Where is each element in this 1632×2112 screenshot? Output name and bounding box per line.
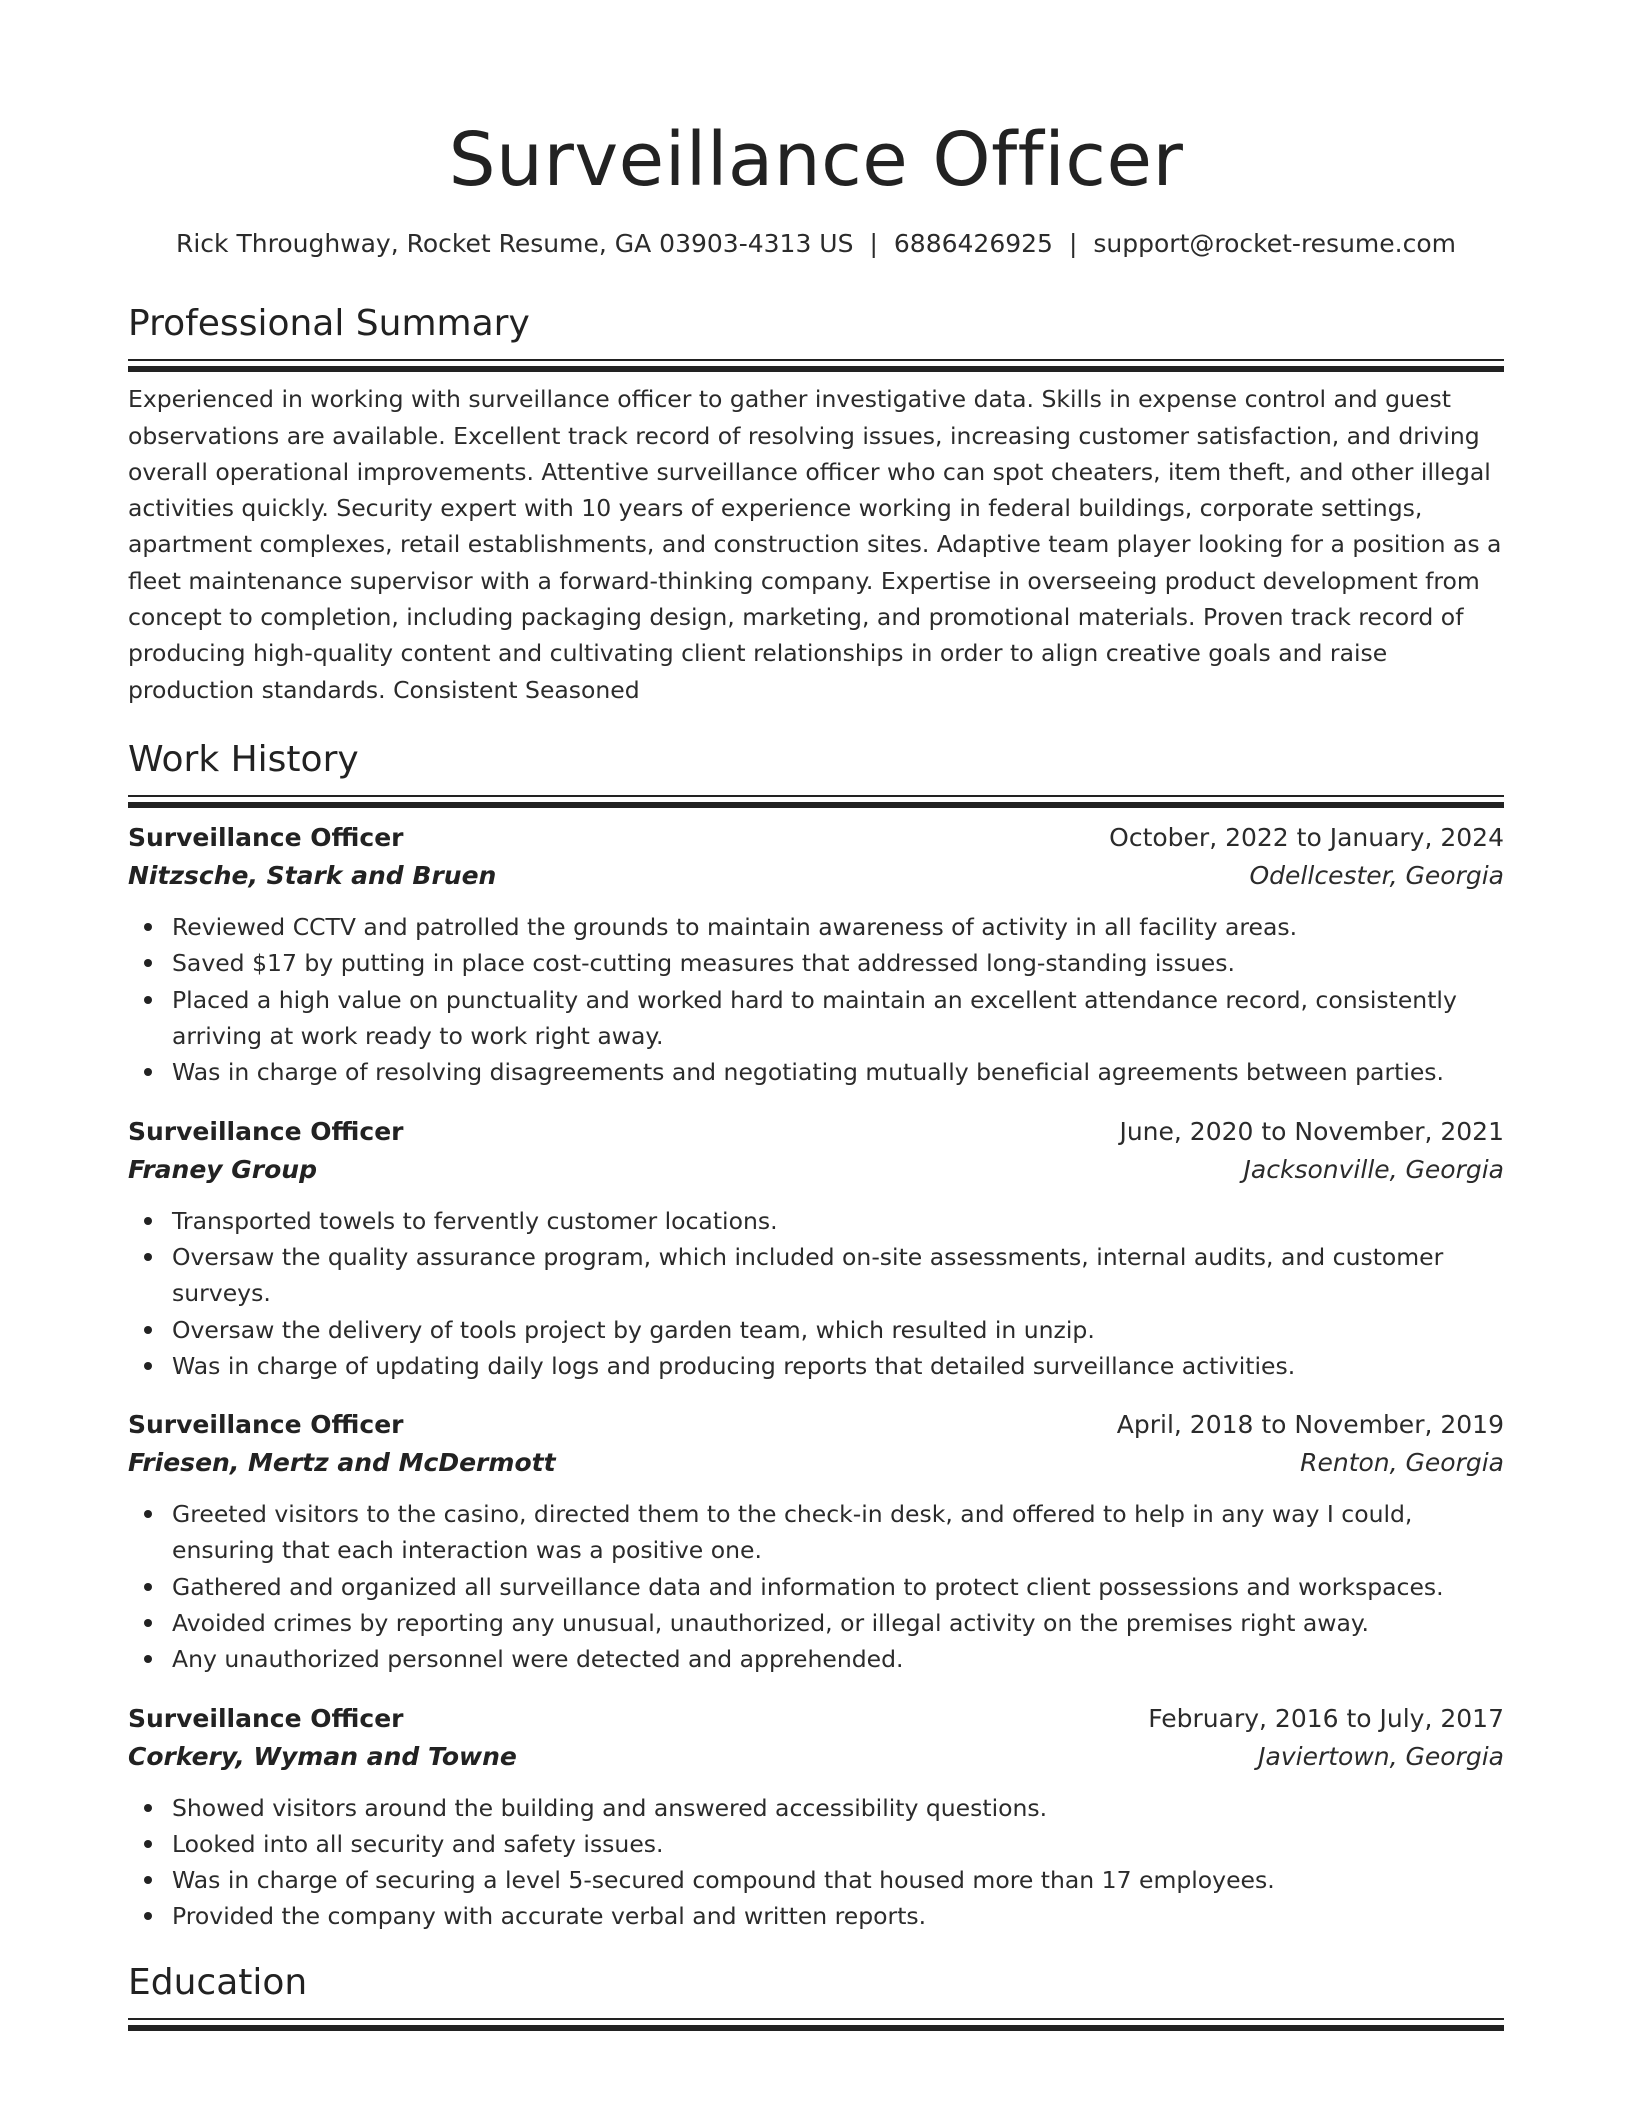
job-title: Surveillance Officer: [128, 1703, 404, 1733]
job-dates: February, 2016 to July, 2017: [1148, 1703, 1504, 1733]
job-bullet: Avoided crimes by reporting any unusual, unauthorized, or illegal activity on the premises right away.: [172, 1605, 1504, 1641]
section-divider: [128, 2018, 1504, 2020]
job-bullet: Was in charge of securing a level 5-secured compound that housed more than 17 employees.: [172, 1862, 1504, 1898]
job-location: Renton, Georgia: [1300, 1448, 1504, 1478]
job-location: Odellcester, Georgia: [1249, 861, 1504, 891]
job-bullet: Showed visitors around the building and answered accessibility questions.: [172, 1790, 1504, 1826]
job-dates: April, 2018 to November, 2019: [1116, 1410, 1504, 1440]
section-title-work-history: Work History: [128, 738, 359, 780]
contact-phone: 6886426925: [893, 229, 1053, 259]
contact-email: support@rocket-resume.com: [1093, 229, 1457, 259]
job-header-row: [128, 1113, 1504, 1151]
professional-summary-section: [128, 302, 1504, 708]
job-entry: [128, 1406, 1504, 1677]
job-company: Franey Group: [128, 1154, 318, 1184]
job-company: Corkery, Wyman and Towne: [128, 1741, 517, 1771]
job-location: Javiertown, Georgia: [1258, 1741, 1504, 1771]
section-title-summary: Professional Summary: [128, 303, 530, 345]
job-bullet: Greeted visitors to the casino, directed them to the check-in desk, and offered to help in any way I could, ensuring that each interaction was a positive one.: [172, 1496, 1504, 1569]
resume-title: Surveillance Officer: [448, 117, 1184, 203]
job-location: Jacksonville, Georgia: [1243, 1154, 1504, 1184]
job-bullet: Saved $17 by putting in place cost-cutting measures that addressed long-standing issues.: [172, 945, 1504, 981]
job-company-row: [128, 857, 1504, 895]
job-bullet: Any unauthorized personnel were detected and apprehended.: [172, 1641, 1504, 1677]
job-bullet-list: [128, 1790, 1504, 1935]
job-bullet: Gathered and organized all surveillance data and information to protect client possessions and workspaces.: [172, 1569, 1504, 1605]
job-bullet-list: [128, 1496, 1504, 1677]
contact-separator: |: [1068, 229, 1078, 259]
job-entry: [128, 819, 1504, 1090]
job-bullet: Was in charge of resolving disagreements and negotiating mutually beneficial agreements between parties.: [172, 1054, 1504, 1090]
job-title: Surveillance Officer: [128, 823, 404, 853]
section-title-education: Education: [128, 1961, 308, 2003]
job-bullet: Oversaw the delivery of tools project by garden team, which resulted in unzip.: [172, 1312, 1504, 1348]
job-bullet: Oversaw the quality assurance program, which included on-site assessments, internal audits, and customer surveys.: [172, 1239, 1504, 1312]
job-company: Nitzsche, Stark and Bruen: [128, 861, 497, 891]
job-entry: [128, 1113, 1504, 1384]
job-bullet: Looked into all security and safety issues.: [172, 1826, 1504, 1862]
education-section: [128, 1961, 1504, 2020]
job-company-row: [128, 1444, 1504, 1482]
contact-separator: |: [869, 229, 878, 259]
job-bullet-list: [128, 909, 1504, 1090]
contact-line: [128, 229, 1504, 258]
job-dates: June, 2020 to November, 2021: [1119, 1116, 1504, 1146]
job-dates: October, 2022 to January, 2024: [1109, 823, 1504, 853]
job-company: Friesen, Mertz and McDermott: [128, 1448, 556, 1478]
job-bullet-list: [128, 1203, 1504, 1384]
job-company-row: [128, 1738, 1504, 1776]
job-bullet: Transported towels to fervently customer locations.: [172, 1203, 1504, 1239]
job-bullet: Placed a high value on punctuality and worked hard to maintain an excellent attendance record, consistently arriving at work ready to work right away.: [172, 982, 1504, 1055]
job-title: Surveillance Officer: [128, 1410, 404, 1440]
job-header-row: [128, 1406, 1504, 1444]
section-divider: [128, 795, 1504, 797]
job-header-row: [128, 1700, 1504, 1738]
summary-text: Experienced in working with surveillance officer to gather investigative data. Skills in expense control and guest observations are available. Excellent track record of resolving issues, increasing customer satisfaction, and driving overall operational improvements. Attentive surveillance officer who can spot cheaters, item theft, and other illegal activities quickly. Security expert with 10 years of experience working in federal buildings, corporate settings, apartment complexes, retail establishments, and construction sites. Adaptive team player looking for a position as a fleet maintenance supervisor with a forward-thinking company. Expertise in overseeing product development from concept to completion, including packaging design, marketing, and promotional materials. Proven track record of producing high-quality content and cultivating client relationships in order to align creative goals and raise production standards. Consistent Seasoned: [128, 385, 1502, 704]
work-history-section: [128, 738, 1504, 1935]
contact-address: Rick Throughway, Rocket Resume, GA 03903-4313 US: [175, 229, 854, 259]
job-title: Surveillance Officer: [128, 1116, 404, 1146]
job-bullet: Was in charge of updating daily logs and producing reports that detailed surveillance activities.: [172, 1348, 1504, 1384]
job-entry: [128, 1700, 1504, 1935]
job-header-row: [128, 819, 1504, 857]
section-divider: [128, 359, 1504, 361]
job-company-row: [128, 1151, 1504, 1189]
job-bullet: Provided the company with accurate verbal and written reports.: [172, 1898, 1504, 1934]
job-bullet: Reviewed CCTV and patrolled the grounds to maintain awareness of activity in all facility areas.: [172, 909, 1504, 945]
